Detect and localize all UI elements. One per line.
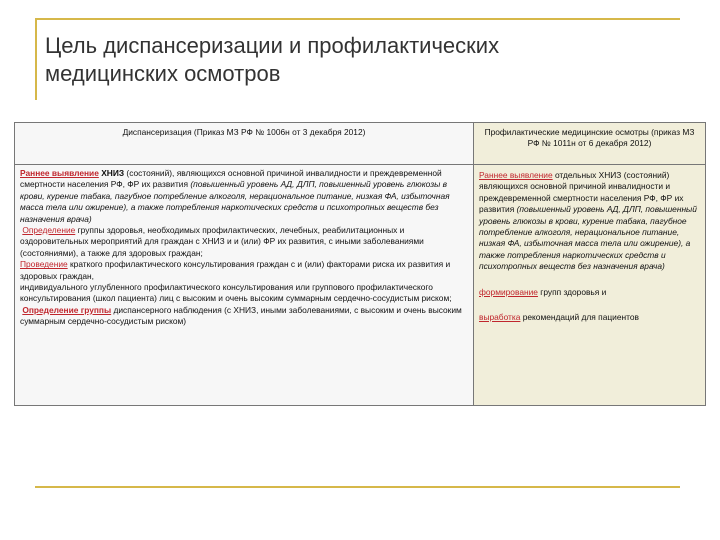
left-p2-text: группы здоровья, необходимых профилактических, лечебных, реабилитационных и оздоровительных мероприятий для граждан с ХНИЗ и и (или) ФР их развития, с иными заболеваниями (состояниями), а также для здоровых граждан;	[20, 225, 424, 258]
right-p1-keyword: Раннее выявление	[479, 170, 553, 180]
right-p2-keyword: формирование	[479, 286, 538, 297]
table-header-row	[15, 123, 706, 165]
left-p2-keyword: Определение	[22, 225, 76, 236]
left-paragraph-3	[20, 259, 468, 282]
right-p3-keyword: выработка	[479, 312, 521, 323]
right-paragraph-1	[479, 170, 700, 273]
left-column-header: Диспансеризация (Приказ МЗ РФ № 1006н от 3 декабря 2012)	[15, 123, 474, 165]
left-column-content	[15, 165, 474, 406]
left-paragraph-1	[20, 168, 468, 225]
side-decorative-rule	[35, 18, 37, 100]
left-p3-keyword: Проведение	[20, 259, 68, 270]
right-paragraph-2	[479, 287, 700, 298]
title-line-2: медицинских осмотров	[45, 61, 281, 86]
left-p1-italic: (повышенный уровень АД, ДЛП, повышенный уровень глюкозы в крови, курение табака, пагубное потребление алкоголя, нерациональное питание, низкая ФА, избыточная масса тела или ожирение), а также потребления наркотических средств и психотропных веществ без назначения врача)	[20, 179, 450, 224]
right-paragraph-3	[479, 312, 700, 323]
left-p4-text: диспансерного наблюдения (с ХНИЗ, иными заболеваниями, с высоким и очень высоким суммарным сердечно-сосудистым риском)	[20, 304, 462, 327]
right-column-header: Профилактические медицинские осмотры (приказ МЗ РФ № 1011н от 6 декабря 2012)	[474, 123, 706, 165]
right-p2-text: групп здоровья и	[537, 286, 607, 297]
left-paragraph-3-continued: индивидуального углубленного профилактического консультирования или группового профилактического консультирования (школ пациента) лиц с высоким и очень высоким суммарным сердечно-сосудистым риском;	[20, 282, 452, 304]
right-column-content	[474, 165, 706, 406]
right-p1-text: отдельных ХНИЗ (состояний) являющихся основной причиной инвалидности и преждевременной смертности населения РФ, ФР их развития	[479, 170, 684, 215]
left-p1-keyword: Раннее выявление	[20, 168, 99, 178]
comparison-table	[14, 122, 706, 406]
title-line-1: Цель диспансеризации и профилактических	[45, 33, 500, 58]
right-p3-text: рекомендаций для пациентов	[520, 312, 639, 323]
left-p4-keyword: Определение группы	[22, 304, 112, 315]
bottom-decorative-rule	[35, 486, 680, 488]
left-p1-text: (состояний), являющихся основной причиной инвалидности и преждевременной смертности населения РФ, ФР их развития	[20, 168, 442, 190]
page-title	[45, 32, 665, 88]
left-paragraph-4	[20, 305, 468, 328]
right-p1-italic: (повышенный уровень АД, ДЛП, повышенный уровень глюкозы в крови, курение табака, пагубное потребление алкоголя, нерациональное питание, низкая ФА, избыточная масса тела или ожирение), а также потребления наркотических средств и психотропных веществ без назначения врача)	[479, 204, 697, 272]
table-body-row	[15, 165, 706, 406]
top-decorative-rule	[35, 18, 680, 20]
left-p1-bold: ХНИЗ	[101, 168, 125, 178]
left-paragraph-2	[20, 225, 468, 259]
left-p3-text: краткого профилактического консультирования граждан с и (или) факторами риска их развития и здоровых граждан,	[20, 259, 451, 281]
